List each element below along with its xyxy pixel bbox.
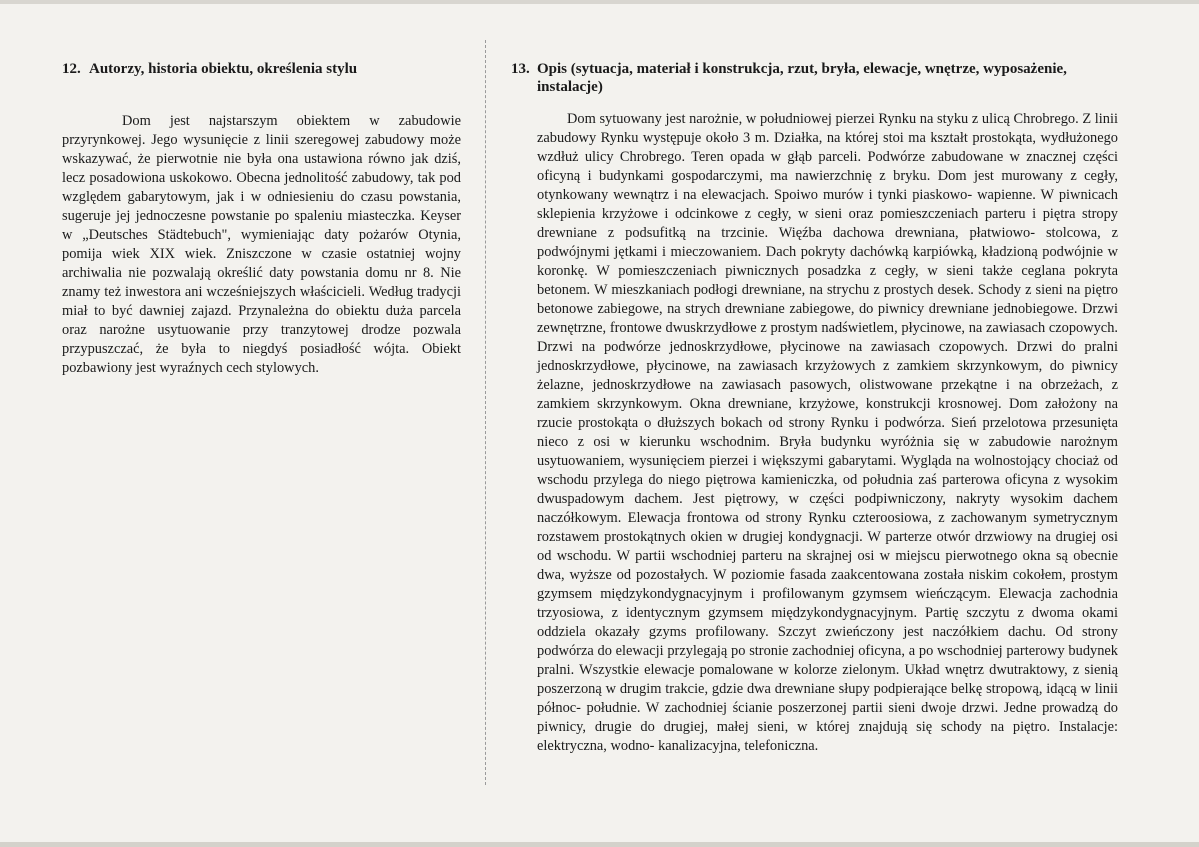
section-12-text: Dom jest najstarszym obiektem w zabudowie przyrynkowej. Jego wysunięcie z linii szeregowej zabudowy może wskazywać, że pierwotnie nie była ona ustawiona równo jak dziś, lecz posadowiona uskokowo. Obecna jednolitość zabudowy, tak pod względem gabarytowym, jak i w odniesieniu do czasu powstania, sugeruje jej jednoczesne powstanie po spaleniu miasteczka. Keyser w „Deutsches Städtebuch", wymieniając daty pożarów Otynia, pomija wiek XIX wiek. Zniszczone w czasie ostatniej wojny archiwalia nie pozwalają określić daty powstania domu nr 8. Nie znamy też inwestora ani wcześniejszych właścicieli. Według tradycji miał to być dawniej zajazd. Przynależna do obiektu duża parcela oraz narożne usytuowanie przy tranzytowej drodze pozwala przypuszczać, że była to niegdyś posiadłość wójta. Obiekt pozbawiony jest wyraźnych cech stylowych. — [62, 113, 461, 376]
section-13-title-line2: instalacje) — [537, 79, 603, 95]
section-12-body — [62, 112, 461, 378]
section-13-title-line1: Opis (sytuacja, materiał i konstrukcja, rzut, bryła, elewacje, wnętrze, wyposażenie, — [537, 61, 1067, 77]
section-13-heading — [511, 60, 1121, 96]
column-divider — [485, 40, 486, 785]
page-bottom-edge — [0, 842, 1199, 847]
section-12-heading — [62, 60, 462, 78]
section-13-body — [537, 110, 1118, 756]
section-12-number: 12. — [62, 61, 81, 77]
section-13-number: 13. — [511, 61, 530, 77]
section-12-title: Autorzy, historia obiektu, określenia stylu — [89, 61, 358, 77]
section-13-text: Dom sytuowany jest narożnie, w południowej pierzei Rynku na styku z ulicą Chrobrego. Z linii zabudowy Rynku występuje około 3 m. Działka, na której stoi ma kształt prostokąta, wydłużonego wzdłuż ulicy Chrobrego. Teren opada w głąb parceli. Podwórze zabudowane w znacznej części oficyną i budynkami gospodarczymi, ma nawierzchnię z bryku. Dom jest murowany z cegły, otynkowany wewnątrz i na elewacjach. Spoiwo murów i tynki piaskowo- wapienne. W piwnicach sklepienia krzyżowe i odcinkowe z cegły, w sieni oraz pomieszczeniach parteru i piętra stropy drewniane z podsufitką na trzcinie. Więźba dachowa drewniana, płatwiowo- stolcowa, z podwójnymi jętkami i mieczowaniem. Dach pokryty dachówką karpiówką, kładzioną podwójnie w koronkę. W pomieszczeniach piwnicznych posadzka z cegły, w sieni także ceglana pokryta betonem. W mieszkaniach podłogi drewniane, na strychu z prostych desek. Schody z sieni na piętro betonowe zabiegowe, na strych drewniane zabiegowe, do piwnicy drewniane jednobiegowe. Drzwi zewnętrzne, frontowe dwuskrzydłowe z prostym nadświetlem, płycinowe, na zawiasach czopowych. Drzwi na podwórze jednoskrzydłowe, płycinowe na zawiasach czopowych. Drzwi do pralni jednoskrzydłowe, płycinowe, na zawiasach krzyżowych z zamkiem skrzynkowym, do piwnicy żelazne, jednoskrzydłowe na zawiasach pasowych, olistwowane przekątne i na obrzeżach, z zamkiem skrzynkowym. Okna drewniane, krzyżowe, konstrukcji krosnowej. Dom założony na rzucie prostokąta o dłuższych bokach od strony Rynku i podwórza. Sień przelotowa przesunięta nieco z osi w kierunku wschodnim. Bryła budynku wyróżnia się w zabudowie narożnym usytuowaniem, wysunięciem pierzei i większymi gabarytami. Wygląda na wolnostojący chociaż od wschodu przylega do niego piętrowa kamieniczka, od południa zaś parterowa oficyna z wysokim dwuspadowym dachem. Jest piętrowy, w części podpiwniczony, nakryty wysokim dachem naczółkowym. Elewacja frontowa od strony Rynku czteroosiowa, z zachowanym symetrycznym rozstawem prostokątnych okien w drugiej kondygnacji. W parterze otwór drzwiowy na drugiej osi od wschodu. W partii wschodniej parteru na skrajnej osi w miejscu pierwotnego okna są obecnie dwa, wyższe od pozostałych. W poziomie fasada zaakcentowana została niskim cokołem, prostym gzymsem międzykondygnacyjnym i profilowanym gzymsem wieńczącym. Elewacja zachodnia trzyosiowa, z identycznym gzymsem międzykondygnacyjnym. Partię szczytu z dwoma okami oddziela okazały gzyms profilowany. Szczyt zwieńczony jest naczółkiem dachu. Od strony podwórza do elewacji przylegają po stronie zachodniej oficyna, a po wschodniej parterowy budynek pralni. Wszystkie elewacje pomalowane w kolorze zielonym. Układ wnętrz dwutraktowy, z sienią poszerzoną w drugim trakcie, gdzie dwa drewniane słupy podpierające belkę stropową, idącą w linii północ- południe. W zachodniej ścianie poszerzonej partii sieni dwoje drzwi. Jedne prowadzą do piwnicy, drugie do drugiej, małej sieni, w której znajdują się schody na piętro. Instalacje: elektryczna, wodno- kanalizacyjna, telefoniczna. — [537, 111, 1118, 754]
page-top-edge — [0, 0, 1199, 4]
